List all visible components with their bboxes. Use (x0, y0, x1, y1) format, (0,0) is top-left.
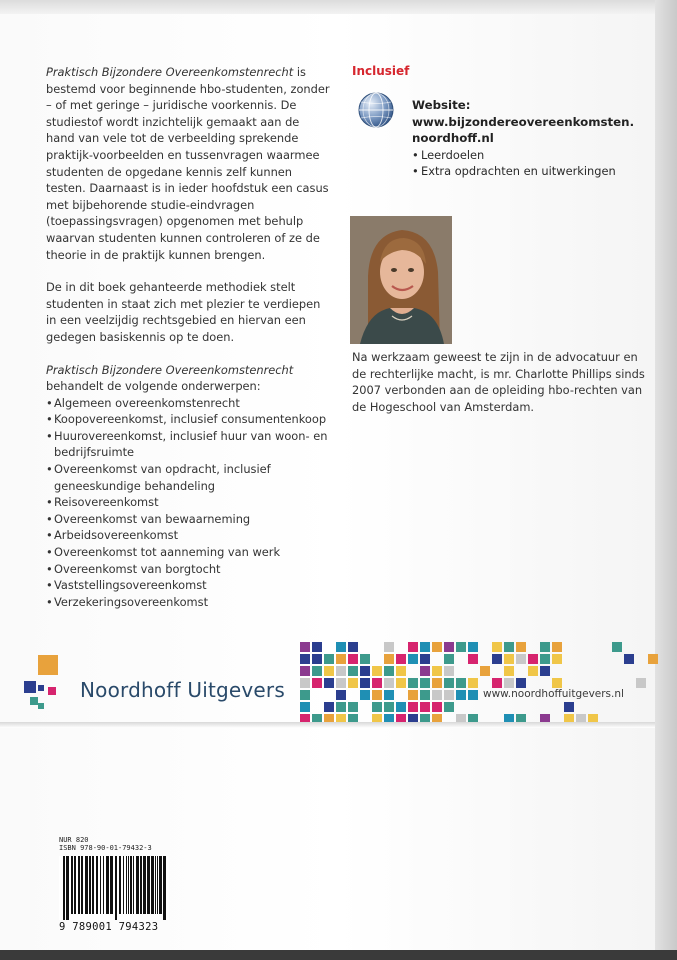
barcode-bar (66, 856, 69, 920)
mosaic-tile (372, 690, 382, 700)
barcode-bar (92, 856, 94, 914)
mosaic-tile (384, 666, 394, 676)
mosaic-tile (468, 678, 478, 688)
mosaic-tile (504, 714, 514, 722)
topic-item: • Huurovereenkomst, inclusief huur van woon- en bedrijfsruimte (46, 428, 331, 461)
mosaic-tile (432, 690, 442, 700)
topics-intro (46, 362, 331, 395)
mosaic-tile (348, 642, 358, 652)
ean-digits: 9 789001 794323 (59, 921, 159, 933)
mosaic-tile (384, 642, 394, 652)
mosaic-tile (492, 642, 502, 652)
nur-code: NUR 820 (59, 836, 89, 844)
mosaic-tile (396, 702, 406, 712)
mosaic-tile (300, 654, 310, 664)
mosaic-tile (516, 678, 526, 688)
mosaic-tile (420, 702, 430, 712)
mosaic-tile (648, 654, 658, 664)
mosaic-tile (612, 642, 622, 652)
website-url[interactable] (412, 114, 652, 147)
barcode-bar (151, 856, 154, 914)
barcode-bar (115, 856, 117, 920)
topic-item: • Overeenkomst van bewaarneming (46, 511, 331, 528)
mosaic-tile (396, 678, 406, 688)
barcode-bar (123, 856, 124, 914)
mosaic-tile (576, 714, 586, 722)
mosaic-tile (372, 678, 382, 688)
isbn-code: ISBN 978-90-01-79432-3 (59, 844, 152, 852)
topic-item: • Overeenkomst van borgtocht (46, 561, 331, 578)
mosaic-tile (588, 714, 598, 722)
topic-item: • Overeenkomst tot aanneming van werk (46, 544, 331, 561)
mosaic-tile (456, 678, 466, 688)
method-paragraph: De in dit boek gehanteerde methodiek stelt studenten in staat zich met plezier te verdiepen in een veelzijdig rechtsgebied en hiervan een gedegen basiskennis op te doen. (46, 280, 321, 344)
mosaic-tile (432, 666, 442, 676)
inclusief-item: • Leerdoelen (412, 147, 652, 164)
mosaic-tile (336, 666, 346, 676)
band-divider (0, 722, 655, 728)
mosaic-tile (408, 642, 418, 652)
mosaic-tile (468, 654, 478, 664)
mosaic-tile (420, 690, 430, 700)
mosaic-tile (420, 714, 430, 722)
barcode-bar (74, 856, 76, 914)
barcode-block (59, 836, 169, 933)
barcode-bar (130, 856, 132, 914)
mosaic-tile (324, 714, 334, 722)
barcode-image (59, 856, 169, 920)
mosaic-tile (360, 690, 370, 700)
mosaic-tile (372, 714, 382, 722)
mosaic-tile (408, 690, 418, 700)
mosaic-tile (564, 714, 574, 722)
mosaic-tile (420, 678, 430, 688)
publisher-logo-icon (22, 655, 64, 713)
topic-item: • Vaststellingsovereenkomst (46, 577, 331, 594)
website-url-line1: www.bijzondereovereenkomsten. (412, 114, 635, 129)
mosaic-tile (444, 654, 454, 664)
mosaic-tile (468, 714, 478, 722)
mosaic-tile (504, 654, 514, 664)
mosaic-tile (312, 642, 322, 652)
mosaic-tile (360, 678, 370, 688)
mosaic-tile (552, 642, 562, 652)
mosaic-tile (300, 714, 310, 722)
mosaic-tile (336, 690, 346, 700)
website-label: Website: (412, 98, 471, 112)
mosaic-tile (336, 702, 346, 712)
website-block (412, 97, 652, 180)
mosaic-tile (384, 702, 394, 712)
mosaic-tile (540, 654, 550, 664)
mosaic-tile (300, 666, 310, 676)
mosaic-tile (324, 702, 334, 712)
topics-intro-text: behandelt de volgende onderwerpen: (46, 379, 261, 394)
mosaic-tile (624, 654, 634, 664)
mosaic-tile (432, 642, 442, 652)
mosaic-tile (408, 702, 418, 712)
mosaic-tile (396, 666, 406, 676)
mosaic-tile (468, 642, 478, 652)
mosaic-tile (348, 654, 358, 664)
barcode-bar (85, 856, 88, 914)
mosaic-pattern (300, 642, 658, 722)
mosaic-tile (336, 678, 346, 688)
mosaic-tile (336, 654, 346, 664)
mosaic-tile (408, 678, 418, 688)
mosaic-tile (552, 678, 562, 688)
mosaic-tile (492, 678, 502, 688)
mosaic-tile (384, 714, 394, 722)
mosaic-tile (444, 666, 454, 676)
topic-item: • Koopovereenkomst, inclusief consumentenkoop (46, 411, 331, 428)
mosaic-tile (312, 714, 322, 722)
mosaic-tile (444, 642, 454, 652)
mosaic-tile (312, 678, 322, 688)
mosaic-tile (456, 714, 466, 722)
mosaic-tile (456, 690, 466, 700)
mosaic-tile (420, 654, 430, 664)
description-column (46, 64, 331, 610)
barcode-bar (78, 856, 80, 914)
barcode-bar (119, 856, 121, 914)
barcode-bar (128, 856, 129, 914)
mosaic-tile (456, 642, 466, 652)
mosaic-tile (384, 690, 394, 700)
mosaic-tile (300, 678, 310, 688)
mosaic-tile (300, 690, 310, 700)
topic-list (46, 395, 331, 611)
barcode-bar (106, 856, 109, 914)
mosaic-tile (360, 666, 370, 676)
mosaic-tile (384, 678, 394, 688)
author-bio: Na werkzaam geweest te zijn in de advocatuur en de rechterlijke macht, is mr. Charlotte Phillips sinds 2007 verbonden aan de opleiding hbo-rechten van de Hogeschool van Amsterdam. (352, 350, 645, 414)
mosaic-tile (432, 714, 442, 722)
mosaic-tile (480, 666, 490, 676)
mosaic-tile (564, 702, 574, 712)
mosaic-tile (420, 642, 430, 652)
publisher-name: Noordhoff Uitgevers (80, 678, 285, 702)
mosaic-tile (384, 654, 394, 664)
mosaic-tile (312, 654, 322, 664)
topic-item: • Verzekeringsovereenkomst (46, 594, 331, 611)
mosaic-tile (432, 678, 442, 688)
mosaic-tile (324, 678, 334, 688)
barcode-bar (140, 856, 142, 914)
mosaic-tile (300, 642, 310, 652)
mosaic-tile (372, 702, 382, 712)
mosaic-tile (444, 702, 454, 712)
mosaic-tile (444, 690, 454, 700)
book-title-italic: Praktisch Bijzondere Overeenkomstenrecht (46, 65, 294, 79)
mosaic-tile (516, 654, 526, 664)
barcode-bar (63, 856, 65, 920)
barcode-bar (89, 856, 91, 914)
mosaic-tile (492, 654, 502, 664)
globe-icon (356, 90, 396, 130)
barcode-bar (71, 856, 73, 914)
mosaic-tile (516, 642, 526, 652)
mosaic-tile (348, 678, 358, 688)
barcode-bar (110, 856, 113, 914)
mosaic-tile (324, 654, 334, 664)
mosaic-tile (504, 666, 514, 676)
mosaic-tile (420, 666, 430, 676)
top-edge (0, 0, 677, 14)
mosaic-tile (528, 654, 538, 664)
mosaic-tile (360, 654, 370, 664)
mosaic-tile (444, 678, 454, 688)
mosaic-tile (300, 702, 310, 712)
barcode-bar (133, 856, 134, 914)
mosaic-tile (372, 666, 382, 676)
mosaic-tile (540, 642, 550, 652)
mosaic-tile (396, 654, 406, 664)
barcode-bar (81, 856, 83, 914)
inclusief-list (412, 147, 652, 180)
mosaic-tile (348, 714, 358, 722)
topic-item: • Algemeen overeenkomstenrecht (46, 395, 331, 412)
inclusief-heading: Inclusief (352, 64, 410, 78)
mosaic-tile (336, 642, 346, 652)
bottom-edge (0, 950, 677, 960)
intro-paragraph (46, 64, 331, 263)
website-url-line2: noordhoff.nl (412, 131, 494, 145)
inclusief-item: • Extra opdrachten en uitwerkingen (412, 163, 652, 180)
mosaic-tile (408, 714, 418, 722)
book-spine-edge (655, 0, 677, 960)
book-title-italic: Praktisch Bijzondere Overeenkomstenrecht (46, 362, 294, 377)
mosaic-tile (528, 666, 538, 676)
mosaic-tile (348, 702, 358, 712)
barcode-bar (155, 856, 156, 914)
mosaic-tile (396, 714, 406, 722)
mosaic-tile (324, 666, 334, 676)
topic-item: • Arbeidsovereenkomst (46, 527, 331, 544)
mosaic-tile (504, 642, 514, 652)
mosaic-tile (636, 678, 646, 688)
intro-text: is bestemd voor beginnende hbo-studenten, zonder – of met geringe – juridische voorkennis. De studiestof wordt inzichtelijk gemaakt aan de hand van vele tot de verbeelding sprekende praktijk-voorbeelden en tussenvragen waarmee studenten de opgedane kennis zelf kunnen testen. Daarnaast is in ieder hoofdstuk een casus met bijbehorende studie-eindvragen (toepassingsvragen) opgenomen met behulp waarvan studenten kunnen controleren of ze de theorie in de praktijk kunnen brengen. (46, 65, 330, 262)
barcode-bar (163, 856, 166, 920)
barcode-bar (136, 856, 139, 914)
mosaic-tile (336, 714, 346, 722)
mosaic-tile (432, 702, 442, 712)
publisher-url[interactable]: www.noordhoffuitgevers.nl (483, 688, 624, 700)
mosaic-tile (540, 666, 550, 676)
barcode-bar (100, 856, 101, 914)
mosaic-tile (312, 666, 322, 676)
barcode-bar (147, 856, 150, 914)
mosaic-tile (408, 654, 418, 664)
topic-item: • Overeenkomst van opdracht, inclusief geneeskundige behandeling (46, 461, 331, 494)
barcode-bar (103, 856, 104, 914)
mosaic-tile (540, 714, 550, 722)
mosaic-tile (348, 666, 358, 676)
mosaic-tile (504, 678, 514, 688)
topic-item: • Reisovereenkomst (46, 494, 331, 511)
barcode-bar (157, 856, 158, 914)
mosaic-tile (468, 690, 478, 700)
author-photo (350, 216, 452, 344)
barcode-bar (159, 856, 162, 914)
barcode-bar (96, 856, 98, 914)
mosaic-tile (516, 714, 526, 722)
barcode-bar (126, 856, 127, 914)
barcode-bar (143, 856, 146, 914)
mosaic-tile (552, 654, 562, 664)
